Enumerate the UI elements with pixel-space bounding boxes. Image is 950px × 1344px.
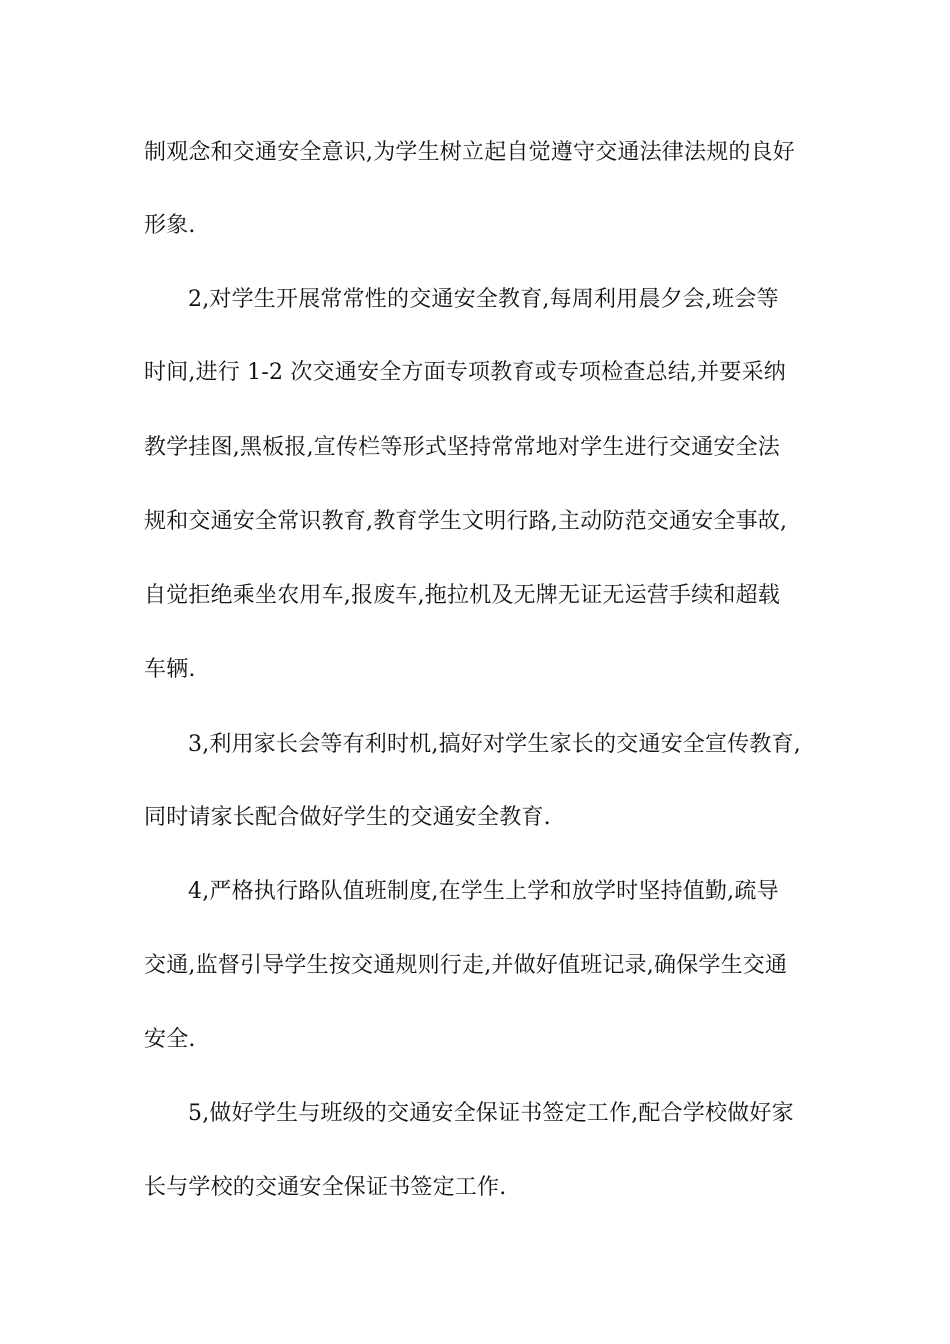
text-line: 制观念和交通安全意识,为学生树立起自觉遵守交通法律法规的良好 bbox=[144, 140, 795, 165]
text-line: 自觉拒绝乘坐农用车,报废车,拖拉机及无牌无证无运营手续和超载 bbox=[144, 583, 780, 608]
text-line: 车辆. bbox=[144, 657, 196, 682]
text-line: 形象. bbox=[144, 213, 196, 238]
text-line: 交通,监督引导学生按交通规则行走,并做好值班记录,确保学生交通 bbox=[144, 953, 788, 978]
text-line: 规和交通安全常识教育,教育学生文明行路,主动防范交通安全事故, bbox=[144, 509, 788, 534]
paragraph-3-line: 3,利用家长会等有利时机,搞好对学生家长的交通安全宣传教育, bbox=[188, 732, 801, 757]
text-line: 长与学校的交通安全保证书签定工作. bbox=[144, 1175, 507, 1200]
text-line: 时间,进行 1-2 次交通安全方面专项教育或专项检查总结,并要采纳 bbox=[144, 360, 787, 385]
text-line: 安全. bbox=[144, 1027, 196, 1052]
paragraph-4-line: 4,严格执行路队值班制度,在学生上学和放学时坚持值勤,疏导 bbox=[188, 879, 779, 904]
paragraph-2-line: 2,对学生开展常常性的交通安全教育,每周利用晨夕会,班会等 bbox=[188, 287, 779, 312]
text-line: 同时请家长配合做好学生的交通安全教育. bbox=[144, 805, 551, 830]
paragraph-5-line: 5,做好学生与班级的交通安全保证书签定工作,配合学校做好家 bbox=[188, 1101, 794, 1126]
text-line: 教学挂图,黑板报,宣传栏等形式坚持常常地对学生进行交通安全法 bbox=[144, 435, 780, 460]
